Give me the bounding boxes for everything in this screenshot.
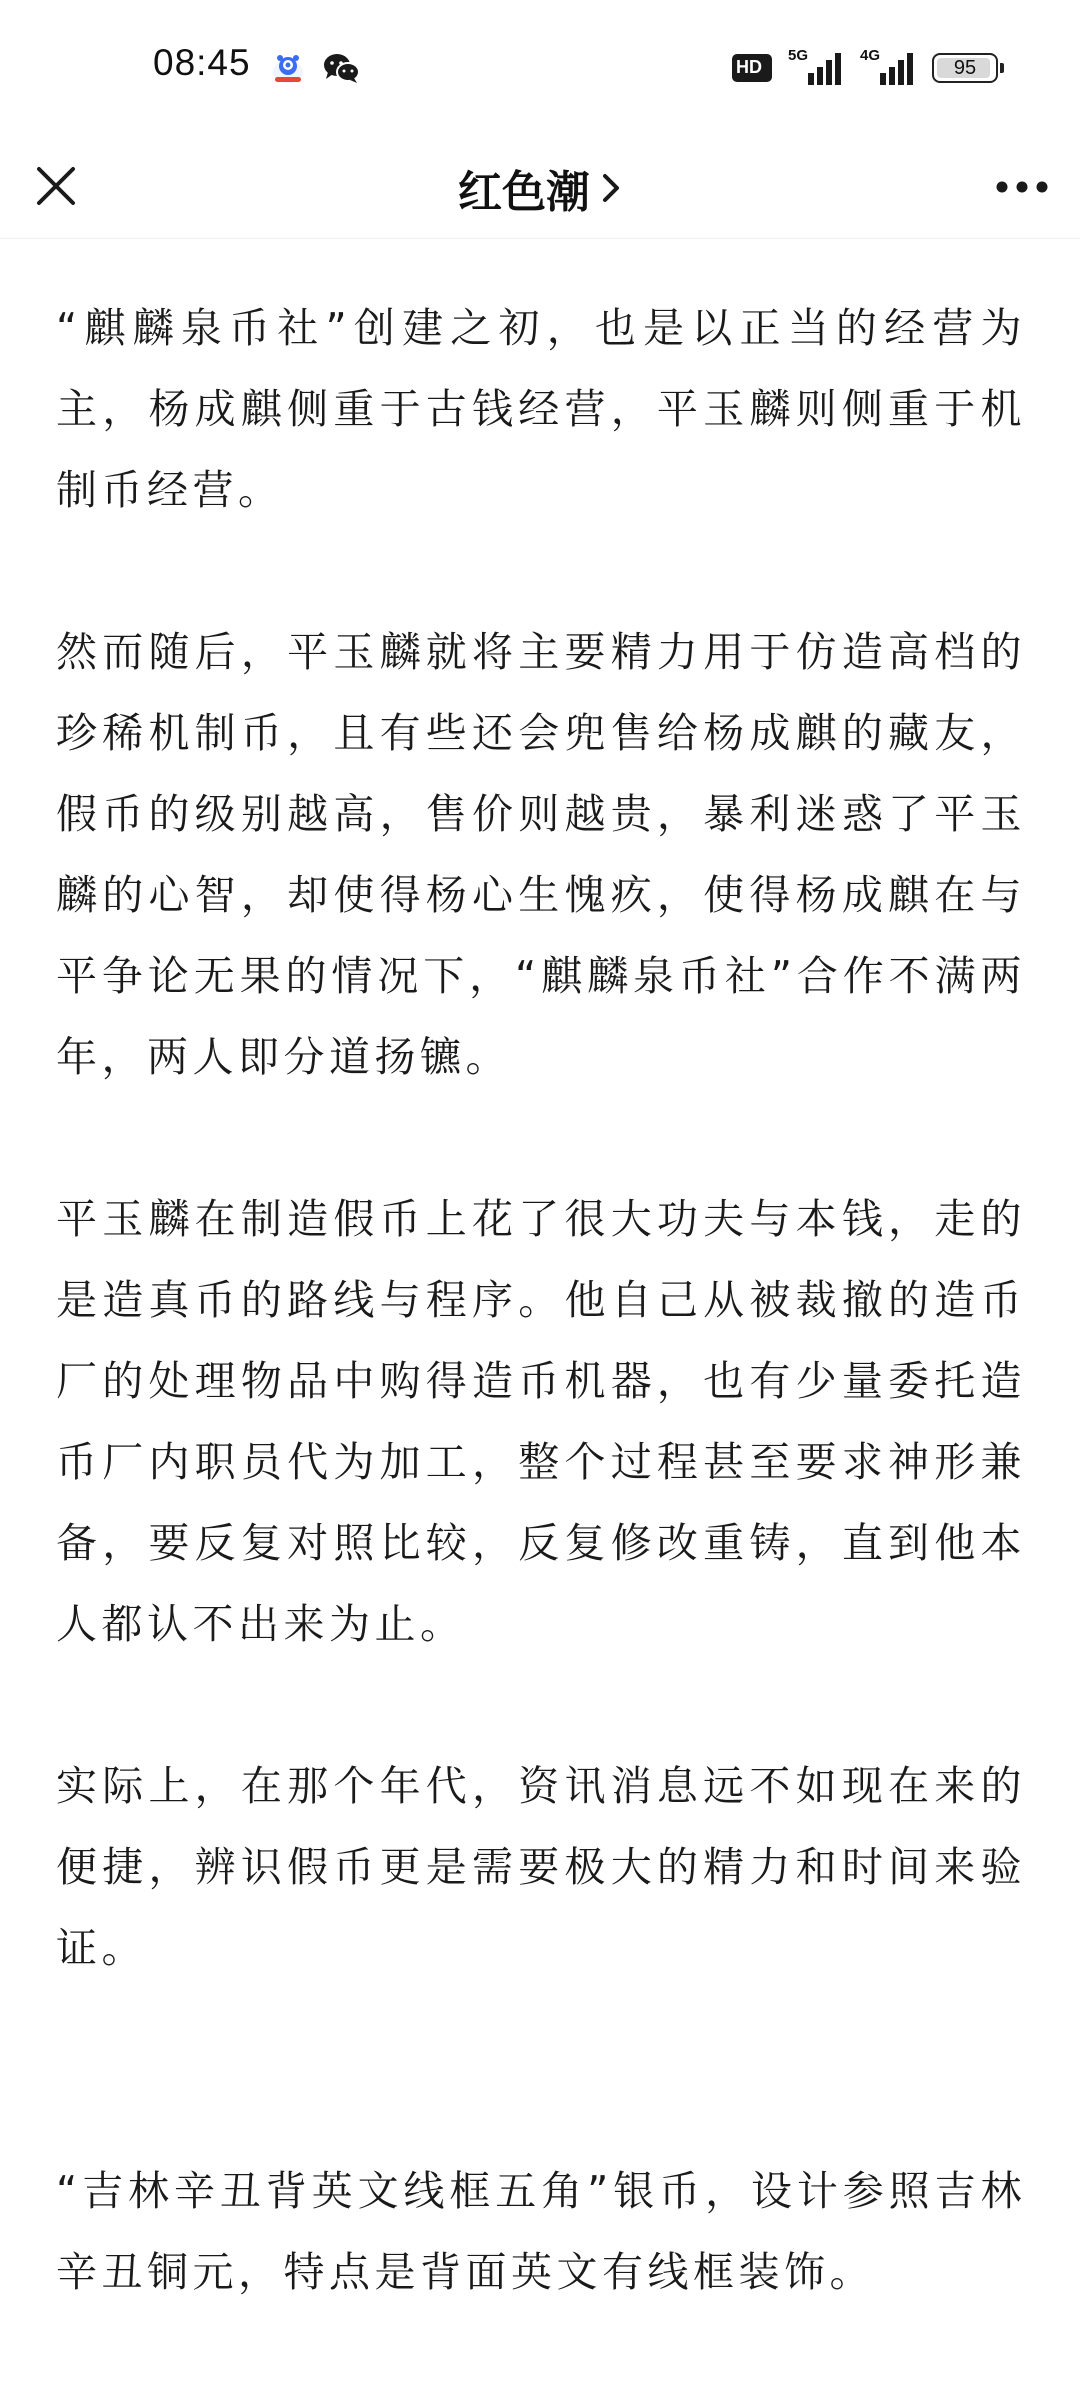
status-indicators: [732, 47, 998, 86]
article-paragraph: 然而随后，平玉麟就将主要精力用于仿造高档的珍稀机制币，且有些还会兜售给杨成麒的藏友，假币的级别越高，售价则越贵，暴利迷惑了平玉麟的心智，却使得杨心生愧疚，使得杨成麒在与平争论无果的情况下，“麒麟泉币社”合作不满两年，两人即分道扬镳。: [56, 628, 1026, 1081]
nav-bar: [0, 138, 1080, 239]
battery-level: 95: [953, 56, 977, 79]
signal-4g: [860, 47, 916, 85]
article-body: [56, 288, 1026, 2313]
battery-nub: [1000, 63, 1004, 73]
status-time: 08:45: [153, 42, 251, 83]
signal-5g: [788, 47, 844, 85]
hd-voice-badge: [732, 54, 772, 82]
article-paragraph: 实际上，在那个年代，资讯消息远不如现在来的便捷，辨识假币更是需要极大的精力和时间来验证。: [56, 1762, 1026, 1972]
battery-icon: [932, 53, 998, 83]
account-title[interactable]: [0, 138, 1080, 238]
more-dots-icon: [996, 181, 1048, 193]
article-paragraph: “吉林辛丑背英文线框五角”银币，设计参照吉林辛丑铜元，特点是背面英文有线框装饰。: [56, 2167, 1026, 2296]
chevron-right-icon: [600, 171, 622, 205]
network-4g-label: 4G: [860, 47, 881, 64]
network-5g-label: 5G: [788, 47, 809, 64]
article-paragraph: 平玉麟在制造假币上花了很大功夫与本钱，走的是造真币的路线与程序。他自己从被裁撤的造币厂的处理物品中购得造币机器，也有少量委托造币厂内职员代为加工，整个过程甚至要求神形兼备，要反复对照比较，反复修改重铸，直到他本人都认不出来为止。: [56, 1195, 1026, 1648]
status-bar: [0, 0, 1080, 138]
baidu-app-icon: [270, 50, 306, 86]
article-paragraph: “麒麟泉币社”创建之初，也是以正当的经营为主，杨成麒侧重于古钱经营，平玉麟则侧重于机制币经营。: [56, 304, 1026, 514]
signal-bars-icon: [788, 51, 844, 85]
more-button[interactable]: [992, 162, 1052, 212]
signal-bars-icon: [860, 51, 916, 85]
wechat-icon: [322, 52, 360, 84]
hd-label: HD: [736, 57, 762, 77]
page-title[interactable]: 红色潮: [458, 167, 590, 218]
